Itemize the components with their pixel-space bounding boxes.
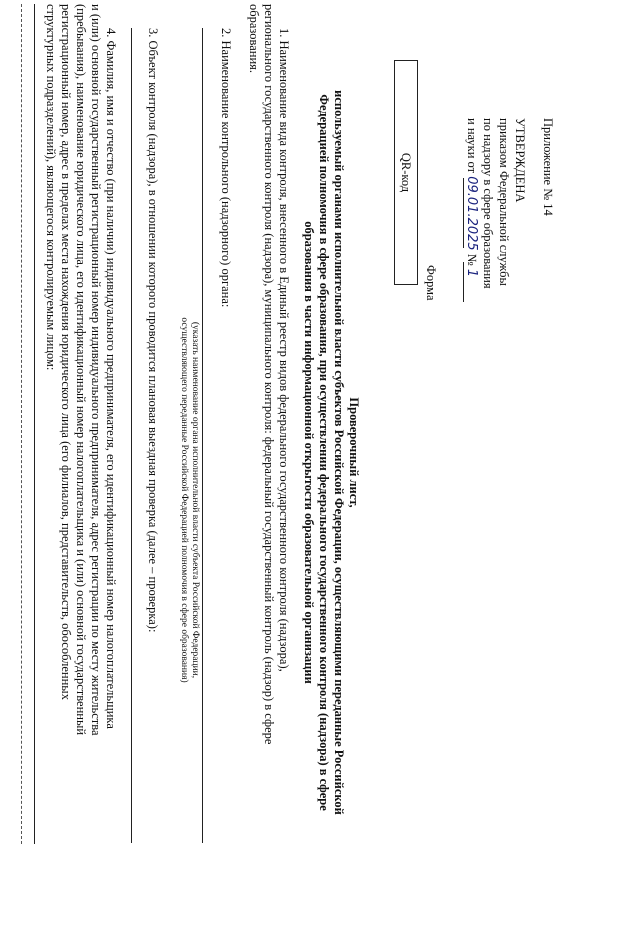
item-2-hint-1: (указать наименование органа исполнительной власти субъекта Российской Федерации, <box>190 321 200 679</box>
form-label: Форма <box>424 265 438 301</box>
item-4-line-5: структурных подразделений), являющегося контролируемым лицом: <box>44 4 58 371</box>
item-4-underline <box>34 4 35 844</box>
approved-label: УТВЕРЖДЕНА <box>513 118 527 203</box>
appendix-number: Приложение № 14 <box>541 118 555 216</box>
item-4-line-4: регистрационный номер, адрес в пределах места нахождения юридического лица (его филиалов, представительств, обособленных <box>59 4 73 700</box>
item-1-line-1: 1. Наименование вида контроля, внесенного в Единый реестр видов федерального государственного контроля (надзора), <box>277 28 291 672</box>
item-3-underline <box>131 28 132 843</box>
order-line-1: приказом Федеральной службы <box>497 118 511 286</box>
item-4-line-3: (пребывания), наименование юридического лица, его идентификационный номер налогоплательщика и (или) основной государственный <box>74 4 88 736</box>
item-2-underline <box>202 28 203 843</box>
item-2-hint-2: осуществляющего переданные Российской Федерацией полномочия в сфере образования) <box>179 317 189 683</box>
date-underline <box>463 178 464 248</box>
order-line-2: по надзору в сфере образования <box>481 118 495 289</box>
qr-code-box <box>394 60 418 285</box>
number-underline <box>463 262 464 302</box>
item-3-label: 3. Объект контроля (надзора), в отношении которого проводится плановая выездная проверка (далее – проверка): <box>146 28 160 633</box>
page-bottom-rule <box>21 4 22 844</box>
item-1-line-3: образования. <box>247 4 261 74</box>
order-line-3 <box>464 118 479 277</box>
document-title: Проверочный лист, <box>347 397 361 508</box>
item-4-line-2: и (или) основной государственный регистрационный номер индивидуального предпринимателя, адрес регистрации по месту жительства <box>89 4 103 736</box>
qr-code-label: QR-код <box>399 152 413 193</box>
order-date-handwritten: 09.01.2025 <box>464 176 479 251</box>
order-number-handwritten: 1 <box>464 268 479 278</box>
title-line-3: Федерацией полномочия в сфере образования, при осуществлении федерального государственного контроля (надзора) в сфере <box>317 94 331 811</box>
title-line-4: образования в части информационной открытости образовательной организации <box>302 221 316 684</box>
item-2-label: 2. Наименование контрольного (надзорного) органа: <box>219 28 233 308</box>
item-4-line-1: 4. Фамилия, имя и отчество (при наличии) индивидуального предпринимателя, его идентификационный номер налогоплательщика <box>104 28 118 729</box>
order-date-prefix: и науки от <box>465 118 479 174</box>
title-line-2: используемый органами исполнительной власти субъектов Российской Федерации, осуществляющими переданные Российской <box>332 90 346 815</box>
item-1-line-2: регионального государственного контроля (надзора), муниципального контроля: федеральный государственный контроль (надзор) в сфере <box>262 4 276 745</box>
order-number-label: № <box>465 253 479 266</box>
